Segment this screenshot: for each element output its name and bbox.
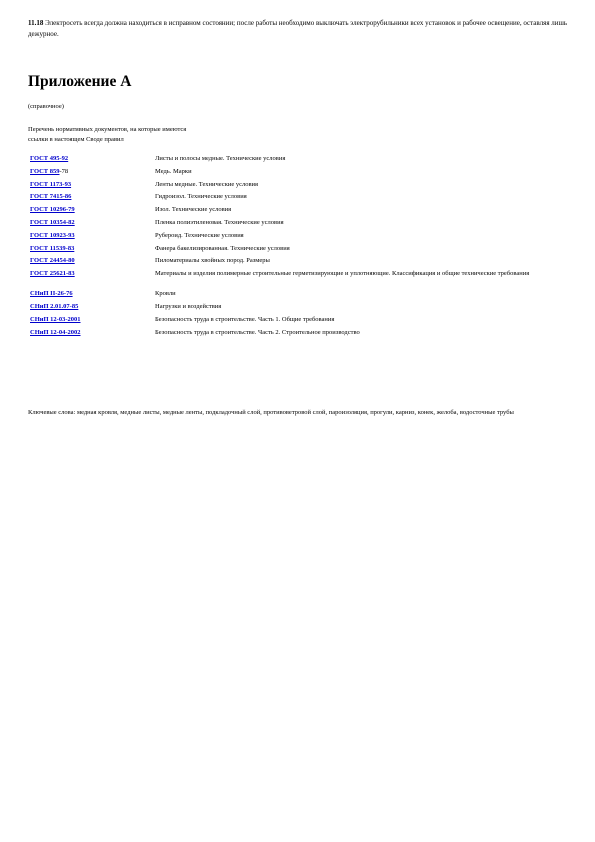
reference-row — [30, 257, 560, 270]
reference-title: Пленка полиэтиленовая. Технические условия — [155, 218, 284, 226]
appendix-title: Приложение А — [28, 73, 132, 90]
reference-link[interactable]: ГОСТ 11539-83 — [30, 244, 75, 252]
reference-code-cell — [30, 316, 155, 329]
reference-link[interactable]: СНиП 2.01.07-85 — [30, 302, 79, 310]
reference-title: Материалы и изделия полимерные строительные герметизирующие и уплотняющие. Классификация и общие технические требования — [155, 270, 530, 278]
reference-link[interactable]: ГОСТ 1173-93 — [30, 180, 72, 188]
reference-code-cell — [30, 181, 155, 194]
clause-text: Электросеть всегда должна находиться в исправном состоянии; после работы необходимо выключать электрорубильники всех установок и рабочее освещение, оставляя лишь дежурное. — [28, 19, 568, 38]
reference-link[interactable]: ГОСТ 10296-79 — [30, 206, 75, 214]
reference-link[interactable]: СНиП II-26-76 — [30, 290, 73, 298]
reference-link[interactable]: ГОСТ 24454-80 — [30, 257, 75, 265]
reference-code-cell — [30, 329, 155, 342]
reference-code-cell — [30, 168, 155, 181]
reference-list-intro-line: ссылки в настоящем Своде правил — [28, 135, 124, 143]
reference-row — [30, 193, 560, 206]
reference-title: Безопасность труда в строительстве. Часть 2. Строительное производство — [155, 328, 360, 336]
reference-code-cell — [30, 257, 155, 270]
appendix-subtitle: (справочное) — [28, 103, 64, 110]
reference-row — [30, 219, 560, 232]
references-table — [30, 155, 560, 341]
reference-row — [30, 316, 560, 329]
reference-link[interactable]: ГОСТ 495-92 — [30, 155, 69, 162]
reference-title: Рубероид. Технические условия — [155, 231, 244, 239]
reference-row — [30, 206, 560, 219]
intro-paragraph — [28, 18, 568, 40]
reference-link[interactable]: СНиП 12-03-2001 — [30, 315, 81, 323]
keywords-paragraph: Ключевые слова: медная кровля, медные листы, медные ленты, подкладочный слой, противоветровой слой, пароизоляция, прогули, карниз, конек, желоба, водосточные трубы — [28, 409, 514, 416]
reference-code-cell — [30, 232, 155, 245]
reference-link[interactable]: СНиП 12-04-2002 — [30, 328, 81, 336]
reference-link[interactable]: ГОСТ 25621-83 — [30, 270, 75, 278]
reference-link[interactable]: ГОСТ 10354-82 — [30, 218, 75, 226]
reference-row — [30, 290, 560, 303]
reference-row — [30, 181, 560, 194]
reference-row — [30, 245, 560, 258]
reference-link[interactable]: ГОСТ 7415-86 — [30, 193, 72, 201]
reference-code-cell — [30, 206, 155, 219]
reference-row — [30, 303, 560, 316]
reference-link[interactable]: ГОСТ 10923-93 — [30, 231, 75, 239]
reference-title: Безопасность труда в строительстве. Часть 1. Общие требования — [155, 315, 335, 323]
reference-code-cell — [30, 303, 155, 316]
reference-title: Изол. Технические условия — [155, 206, 232, 214]
reference-row — [30, 329, 560, 342]
reference-code-cell — [30, 155, 155, 168]
reference-code-cell — [30, 245, 155, 258]
reference-list-intro-line: Перечень нормативных документов, на которые имеются — [28, 126, 187, 133]
reference-row — [30, 168, 560, 181]
reference-code-suffix: -78 — [59, 167, 69, 175]
reference-title: Гидроизол. Технические условия — [155, 193, 247, 201]
reference-row — [30, 232, 560, 245]
reference-row — [30, 155, 560, 168]
clause-number: 11.18 — [28, 19, 44, 27]
reference-code-cell — [30, 270, 155, 290]
reference-code-cell — [30, 290, 155, 303]
reference-title: Ленты медные. Технические условия — [155, 180, 259, 188]
reference-title: Нагрузки и воздействия — [155, 302, 222, 310]
reference-row — [30, 270, 560, 290]
reference-link[interactable]: ГОСТ 859 — [30, 167, 60, 175]
reference-code-cell — [30, 193, 155, 206]
reference-code-cell — [30, 219, 155, 232]
reference-title: Кровли — [155, 290, 176, 298]
references-table-body — [30, 155, 560, 341]
reference-list-intro — [28, 125, 278, 144]
reference-title: Медь. Марки — [155, 167, 192, 175]
reference-title: Пиломатериалы хвойных пород. Размеры — [155, 257, 270, 265]
reference-title: Фанера бакелизированная. Технические условия — [155, 244, 290, 252]
reference-title: Листы и полосы медные. Технические условия — [155, 155, 286, 162]
